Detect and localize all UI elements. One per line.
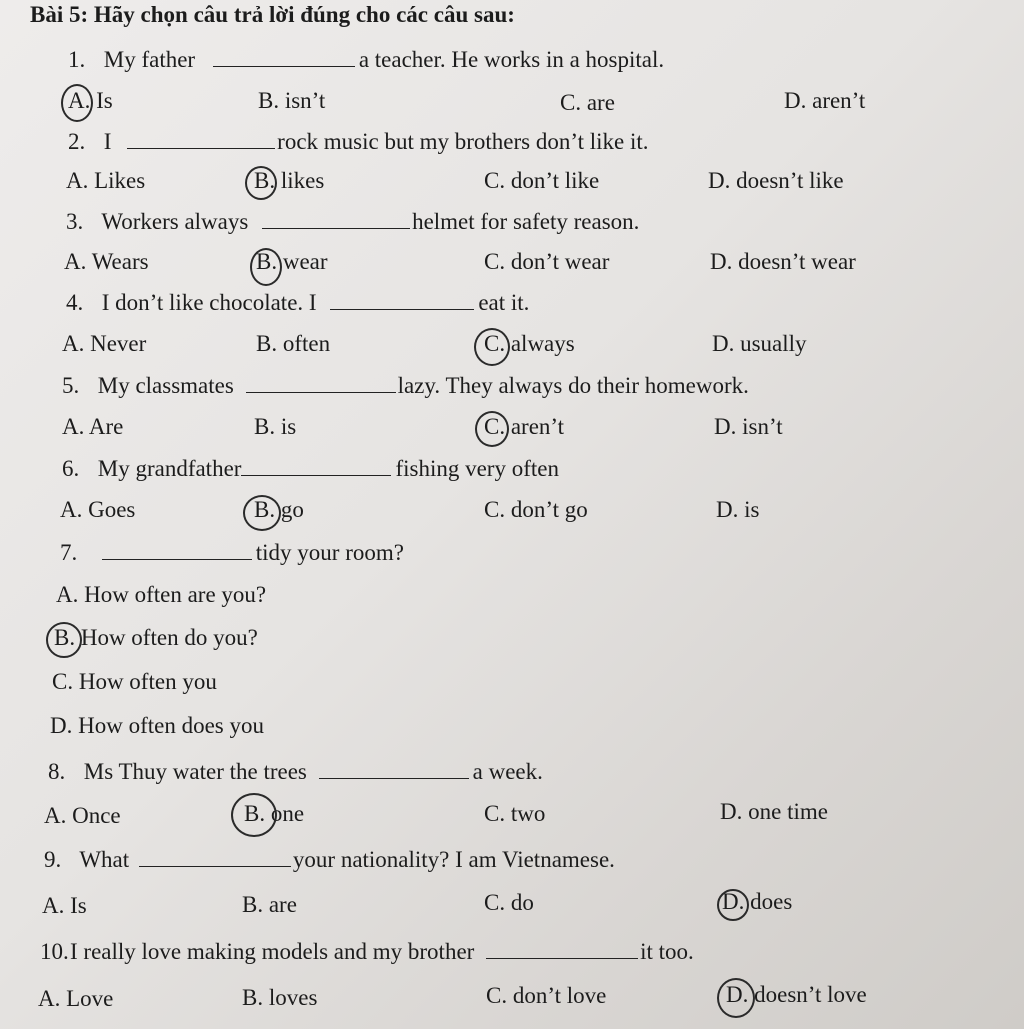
exercise-title: Bài 5: Hãy chọn câu trả lời đúng cho các câu sau: — [30, 2, 515, 27]
option-d: D. does — [722, 889, 793, 914]
question-text-before: My father — [103, 47, 196, 72]
option-d: D. is — [716, 497, 760, 522]
question-3 — [66, 208, 639, 235]
option-a: A. Never — [62, 331, 147, 356]
question-5 — [62, 372, 749, 399]
option-b: B. likes — [254, 168, 325, 193]
answer-blank — [486, 938, 638, 959]
question-text-before: Ms Thuy water the trees — [83, 759, 307, 784]
option-c: C. two — [484, 801, 546, 826]
question-text-before: Workers always — [101, 209, 249, 234]
question-text-after: lazy. They always do their homework. — [397, 373, 749, 398]
option-d: D. doesn’t love — [726, 982, 867, 1007]
question-text-after: rock music but my brothers don’t like it. — [277, 129, 649, 154]
answer-blank — [246, 372, 396, 393]
question-8 — [48, 758, 543, 785]
question-text-after: your nationality? I am Vietnamese. — [292, 847, 615, 872]
question-number: 5. — [62, 373, 80, 398]
question-text-after: fishing very often — [395, 456, 559, 481]
question-number: 10. — [40, 939, 69, 964]
option-c: C. always — [484, 331, 575, 356]
option-d: D. isn’t — [714, 414, 783, 439]
answer-blank — [139, 846, 291, 867]
question-text-after: tidy your room? — [255, 540, 404, 565]
question-text-before: I don’t like chocolate. I — [101, 290, 317, 315]
question-2 — [68, 128, 649, 155]
question-6 — [62, 455, 559, 482]
question-text-after: a week. — [472, 759, 543, 784]
answer-blank — [102, 539, 252, 560]
question-text-before: My classmates — [97, 373, 234, 398]
option-c: C. don’t like — [484, 168, 600, 193]
question-number: 9. — [44, 847, 62, 872]
option-c: C. don’t love — [486, 983, 607, 1008]
answer-blank — [213, 46, 355, 67]
option-c: C. How often you — [52, 669, 217, 694]
question-text-before: What — [79, 847, 130, 872]
answer-blank — [330, 289, 474, 310]
option-a: A. Love — [38, 986, 114, 1011]
question-text-before: I really love making models and my brother — [70, 939, 475, 964]
option-b: B. wear — [256, 249, 328, 274]
option-b: B. often — [256, 331, 331, 356]
answer-blank — [241, 455, 391, 476]
answer-blank — [262, 208, 410, 229]
option-b: B. isn’t — [258, 88, 326, 113]
option-b: B. is — [254, 414, 297, 439]
option-b: B. How often do you? — [54, 625, 258, 650]
option-d: D. usually — [712, 331, 807, 356]
option-a: A. Is — [68, 88, 113, 113]
question-number: 8. — [48, 759, 66, 784]
answer-blank — [319, 758, 469, 779]
question-7 — [60, 539, 404, 566]
question-1 — [68, 46, 664, 73]
answer-blank — [127, 128, 275, 149]
option-a: A. Wears — [64, 249, 149, 274]
option-a: A. Are — [62, 414, 124, 439]
question-text-after: helmet for safety reason. — [412, 209, 640, 234]
option-d: D. doesn’t wear — [710, 249, 856, 274]
option-a: A. Goes — [60, 497, 136, 522]
option-c: C. aren’t — [484, 414, 565, 439]
question-text-after: it too. — [640, 939, 694, 964]
option-c: C. don’t wear — [484, 249, 610, 274]
option-d: D. How often does you — [50, 713, 264, 738]
option-d: D. aren’t — [784, 88, 866, 113]
option-b: B. loves — [242, 985, 318, 1010]
question-text-after: eat it. — [478, 290, 530, 315]
question-number: 4. — [66, 290, 84, 315]
question-text-before: I — [103, 129, 112, 154]
option-a: A. Is — [42, 893, 87, 918]
question-text-before: My grandfather — [97, 456, 242, 481]
option-d: D. doesn’t like — [708, 168, 844, 193]
question-number: 1. — [68, 47, 86, 72]
option-c: C. don’t go — [484, 497, 588, 522]
option-b: B. one — [244, 801, 305, 826]
option-d: D. one time — [720, 799, 828, 824]
option-a: A. Once — [44, 803, 121, 828]
question-text-after: a teacher. He works in a hospital. — [358, 47, 665, 72]
option-b: B. go — [254, 497, 304, 522]
question-number: 6. — [62, 456, 80, 481]
option-c: C. are — [560, 90, 615, 115]
question-10 — [40, 938, 694, 965]
option-c: C. do — [484, 890, 534, 915]
option-a: A. Likes — [66, 168, 146, 193]
question-4 — [66, 289, 529, 316]
option-b: B. are — [242, 892, 297, 917]
question-number: 2. — [68, 129, 86, 154]
question-number: 3. — [66, 209, 84, 234]
question-number: 7. — [60, 540, 78, 565]
option-a: A. How often are you? — [56, 582, 267, 607]
question-9 — [44, 846, 615, 873]
